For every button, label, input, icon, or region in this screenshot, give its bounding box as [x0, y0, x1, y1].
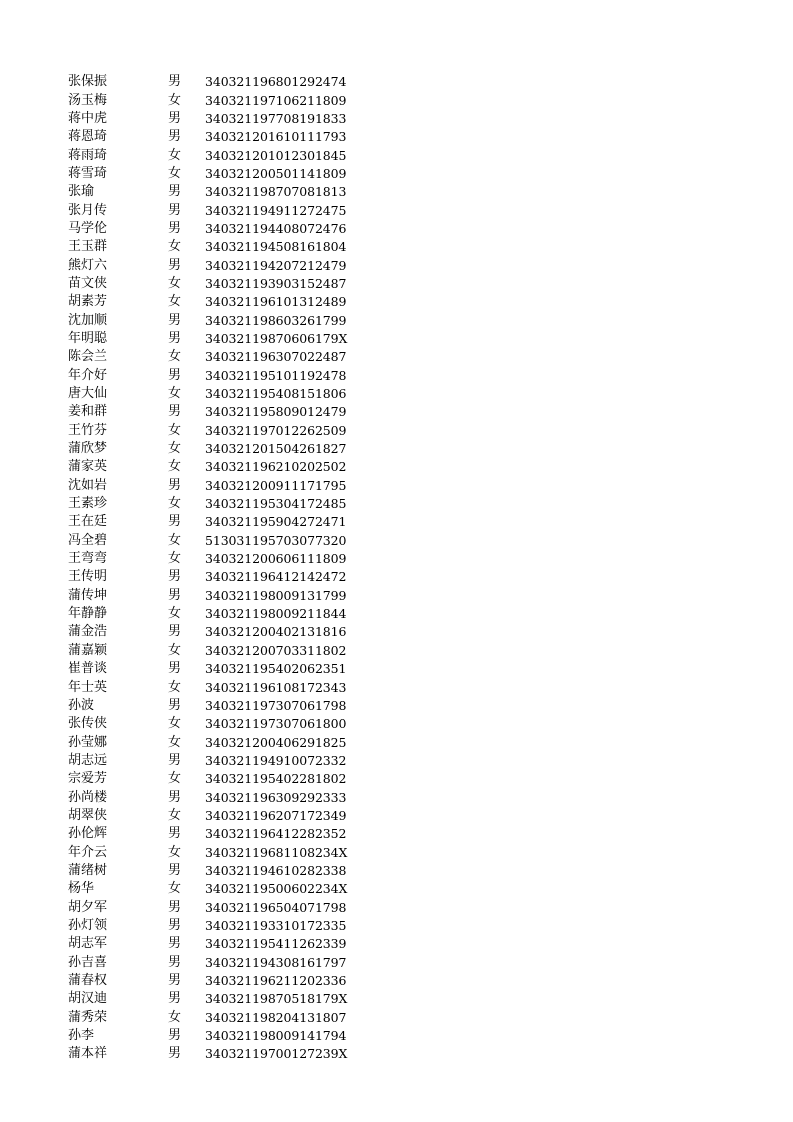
table-row	[68, 972, 355, 990]
id-number-cell: 340321198009211844	[205, 606, 347, 622]
id-number-cell: 340321200406291825	[205, 734, 347, 750]
id-number-cell: 340321201012301845	[205, 147, 347, 163]
name-cell: 冯全碧	[68, 532, 108, 548]
id-number-cell: 340321196210202502	[205, 459, 347, 475]
id-number-cell: 340321197307061800	[205, 716, 347, 732]
name-cell: 蒲传坤	[68, 587, 108, 603]
name-cell: 孙伦辉	[68, 826, 108, 842]
name-cell: 张保振	[68, 74, 108, 90]
id-number-cell: 34032119681108234X	[205, 844, 348, 860]
sex-cell: 女	[168, 165, 182, 181]
table-row	[68, 880, 355, 898]
sex-cell: 女	[168, 92, 182, 108]
id-number-cell: 513031195703077320	[205, 532, 347, 548]
id-number-cell: 340321200402131816	[205, 624, 347, 640]
name-cell: 蒲欣梦	[68, 441, 108, 457]
name-cell: 王传明	[68, 569, 108, 585]
table-row	[68, 73, 355, 91]
id-number-cell: 340321195402062351	[205, 661, 347, 677]
id-number-cell: 340321194308161797	[205, 954, 347, 970]
sex-cell: 男	[168, 862, 182, 878]
name-cell: 沈如岩	[68, 477, 108, 493]
id-number-cell: 340321194408072476	[205, 220, 347, 236]
table-row	[68, 660, 355, 678]
id-number-cell: 340321194610282338	[205, 862, 347, 878]
id-number-cell: 340321197012262509	[205, 422, 347, 438]
sex-cell: 女	[168, 275, 182, 291]
sex-cell: 男	[168, 973, 182, 989]
name-cell: 唐大仙	[68, 386, 108, 402]
table-row	[68, 862, 355, 880]
id-number-cell: 340321201504261827	[205, 441, 347, 457]
name-cell: 王素珍	[68, 496, 108, 512]
table-row	[68, 917, 355, 935]
name-cell: 孙莹娜	[68, 734, 108, 750]
table-row	[68, 367, 355, 385]
id-number-cell: 340321198009141794	[205, 1028, 347, 1044]
id-number-cell: 340321196211202336	[205, 973, 347, 989]
table-row	[68, 898, 355, 916]
sex-cell: 女	[168, 459, 182, 475]
name-cell: 王弯弯	[68, 551, 108, 567]
id-number-cell: 340321196309292333	[205, 789, 347, 805]
name-cell: 蒲秀荣	[68, 1009, 108, 1025]
name-cell: 崔普谈	[68, 661, 108, 677]
table-row	[68, 201, 355, 219]
table-row	[68, 165, 355, 183]
table-row	[68, 1027, 355, 1045]
table-row	[68, 770, 355, 788]
table-row	[68, 91, 355, 109]
name-cell: 沈加顺	[68, 312, 108, 328]
id-number-cell: 340321196504071798	[205, 899, 347, 915]
sex-cell: 女	[168, 441, 182, 457]
sex-cell: 女	[168, 881, 182, 897]
table-row	[68, 532, 355, 550]
table-row	[68, 990, 355, 1008]
name-cell: 胡志远	[68, 752, 108, 768]
table-row	[68, 348, 355, 366]
sex-cell: 女	[168, 1009, 182, 1025]
id-number-cell: 340321194911272475	[205, 202, 347, 218]
table-row	[68, 403, 355, 421]
sex-cell: 女	[168, 642, 182, 658]
name-cell: 张月传	[68, 202, 108, 218]
table-row	[68, 275, 355, 293]
sex-cell: 女	[168, 532, 182, 548]
name-cell: 王竹芬	[68, 422, 108, 438]
id-number-cell: 340321196307022487	[205, 349, 347, 365]
table-row	[68, 623, 355, 641]
id-number-cell: 340321196207172349	[205, 807, 347, 823]
table-row	[68, 550, 355, 568]
sex-cell: 男	[168, 991, 182, 1007]
id-number-cell: 340321198603261799	[205, 312, 347, 328]
table-row	[68, 825, 355, 843]
name-cell: 蒲嘉颖	[68, 642, 108, 658]
id-number-cell: 34032119870518179X	[205, 991, 348, 1007]
name-cell: 蒲本祥	[68, 1046, 108, 1062]
name-cell: 汤玉梅	[68, 92, 108, 108]
sex-cell: 男	[168, 917, 182, 933]
sex-cell: 男	[168, 129, 182, 145]
sex-cell: 男	[168, 569, 182, 585]
sex-cell: 女	[168, 606, 182, 622]
sex-cell: 男	[168, 899, 182, 915]
table-row	[68, 238, 355, 256]
name-cell: 胡翠侠	[68, 807, 108, 823]
id-number-cell: 340321195304172485	[205, 496, 347, 512]
name-cell: 姜和群	[68, 404, 108, 420]
id-number-cell: 340321197106211809	[205, 92, 347, 108]
id-number-cell: 340321200703311802	[205, 642, 347, 658]
name-cell: 孙灯领	[68, 917, 108, 933]
name-cell: 孙波	[68, 697, 95, 713]
id-number-cell: 340321196412282352	[205, 826, 347, 842]
sex-cell: 女	[168, 239, 182, 255]
name-cell: 蒋中虎	[68, 110, 108, 126]
table-row	[68, 458, 355, 476]
name-cell: 蒲家英	[68, 459, 108, 475]
roster-table	[68, 73, 355, 1064]
sex-cell: 男	[168, 1028, 182, 1044]
table-row	[68, 220, 355, 238]
id-number-cell: 340321198009131799	[205, 587, 347, 603]
name-cell: 陈会兰	[68, 349, 108, 365]
table-row	[68, 110, 355, 128]
name-cell: 张传侠	[68, 716, 108, 732]
table-row	[68, 807, 355, 825]
id-number-cell: 340321196412142472	[205, 569, 347, 585]
table-row	[68, 788, 355, 806]
name-cell: 马学伦	[68, 220, 108, 236]
name-cell: 蒋雪琦	[68, 165, 108, 181]
sex-cell: 男	[168, 330, 182, 346]
sex-cell: 男	[168, 661, 182, 677]
sex-cell: 男	[168, 202, 182, 218]
name-cell: 蒲绪树	[68, 862, 108, 878]
id-number-cell: 340321195402281802	[205, 771, 347, 787]
name-cell: 蒋恩琦	[68, 129, 108, 145]
sex-cell: 女	[168, 734, 182, 750]
table-row	[68, 642, 355, 660]
sex-cell: 女	[168, 771, 182, 787]
table-row	[68, 587, 355, 605]
table-row	[68, 256, 355, 274]
name-cell: 年明聪	[68, 330, 108, 346]
table-row	[68, 128, 355, 146]
id-number-cell: 340321194910072332	[205, 752, 347, 768]
sex-cell: 女	[168, 422, 182, 438]
table-row	[68, 330, 355, 348]
table-row	[68, 697, 355, 715]
name-cell: 胡素芳	[68, 294, 108, 310]
table-row	[68, 733, 355, 751]
name-cell: 年静静	[68, 606, 108, 622]
id-number-cell: 340321197708191833	[205, 110, 347, 126]
sex-cell: 女	[168, 807, 182, 823]
sex-cell: 男	[168, 624, 182, 640]
sex-cell: 女	[168, 349, 182, 365]
id-number-cell: 340321198707081813	[205, 184, 347, 200]
id-number-cell: 340321195809012479	[205, 404, 347, 420]
id-number-cell: 340321200911171795	[205, 477, 347, 493]
table-row	[68, 678, 355, 696]
table-row	[68, 1009, 355, 1027]
id-number-cell: 340321196108172343	[205, 679, 347, 695]
name-cell: 年介好	[68, 367, 108, 383]
name-cell: 王玉群	[68, 239, 108, 255]
table-row	[68, 935, 355, 953]
id-number-cell: 340321196801292474	[205, 74, 347, 90]
table-row	[68, 843, 355, 861]
name-cell: 胡志军	[68, 936, 108, 952]
table-row	[68, 293, 355, 311]
name-cell: 熊灯六	[68, 257, 108, 273]
name-cell: 胡夕军	[68, 899, 108, 915]
id-number-cell: 340321193903152487	[205, 275, 347, 291]
sex-cell: 男	[168, 312, 182, 328]
sex-cell: 男	[168, 587, 182, 603]
id-number-cell: 340321196101312489	[205, 294, 347, 310]
table-row	[68, 605, 355, 623]
sex-cell: 女	[168, 679, 182, 695]
table-row	[68, 477, 355, 495]
id-number-cell: 340321195101192478	[205, 367, 347, 383]
sex-cell: 男	[168, 477, 182, 493]
id-number-cell: 340321201610111793	[205, 129, 347, 145]
table-row	[68, 146, 355, 164]
sex-cell: 男	[168, 184, 182, 200]
id-number-cell: 34032119500602234X	[205, 881, 348, 897]
name-cell: 年士英	[68, 679, 108, 695]
sex-cell: 女	[168, 716, 182, 732]
sex-cell: 女	[168, 496, 182, 512]
name-cell: 杨华	[68, 881, 95, 897]
name-cell: 王在廷	[68, 514, 108, 530]
sex-cell: 女	[168, 147, 182, 163]
sex-cell: 男	[168, 826, 182, 842]
sex-cell: 男	[168, 1046, 182, 1062]
table-row	[68, 715, 355, 733]
name-cell: 孙李	[68, 1028, 95, 1044]
sex-cell: 男	[168, 954, 182, 970]
id-number-cell: 340321200501141809	[205, 165, 347, 181]
id-number-cell: 34032119870606179X	[205, 330, 348, 346]
table-row	[68, 752, 355, 770]
sex-cell: 女	[168, 386, 182, 402]
table-row	[68, 422, 355, 440]
name-cell: 蒲金浩	[68, 624, 108, 640]
sex-cell: 男	[168, 789, 182, 805]
name-cell: 胡汉迪	[68, 991, 108, 1007]
table-row	[68, 954, 355, 972]
name-cell: 蒋雨琦	[68, 147, 108, 163]
id-number-cell: 340321194207212479	[205, 257, 347, 273]
table-row	[68, 495, 355, 513]
name-cell: 蒲春权	[68, 973, 108, 989]
id-number-cell: 340321193310172335	[205, 917, 347, 933]
sex-cell: 男	[168, 936, 182, 952]
id-number-cell: 340321195411262339	[205, 936, 347, 952]
table-row	[68, 183, 355, 201]
sex-cell: 男	[168, 110, 182, 126]
id-number-cell: 340321195408151806	[205, 386, 347, 402]
table-row	[68, 513, 355, 531]
name-cell: 年介云	[68, 844, 108, 860]
sex-cell: 男	[168, 697, 182, 713]
id-number-cell: 34032119700127239X	[205, 1046, 348, 1062]
sex-cell: 男	[168, 74, 182, 90]
sex-cell: 男	[168, 220, 182, 236]
name-cell: 孙吉喜	[68, 954, 108, 970]
sex-cell: 男	[168, 514, 182, 530]
sex-cell: 女	[168, 844, 182, 860]
sex-cell: 男	[168, 752, 182, 768]
id-number-cell: 340321198204131807	[205, 1009, 347, 1025]
name-cell: 宗爱芳	[68, 771, 108, 787]
sex-cell: 男	[168, 257, 182, 273]
sex-cell: 男	[168, 367, 182, 383]
id-number-cell: 340321200606111809	[205, 551, 347, 567]
id-number-cell: 340321197307061798	[205, 697, 347, 713]
name-cell: 苗文侠	[68, 275, 108, 291]
table-row	[68, 1045, 355, 1063]
table-row	[68, 311, 355, 329]
table-row	[68, 568, 355, 586]
sex-cell: 女	[168, 551, 182, 567]
sex-cell: 男	[168, 404, 182, 420]
id-number-cell: 340321195904272471	[205, 514, 347, 530]
name-cell: 孙尚楼	[68, 789, 108, 805]
sex-cell: 女	[168, 294, 182, 310]
table-row	[68, 385, 355, 403]
table-row	[68, 440, 355, 458]
name-cell: 张瑜	[68, 184, 95, 200]
id-number-cell: 340321194508161804	[205, 239, 347, 255]
